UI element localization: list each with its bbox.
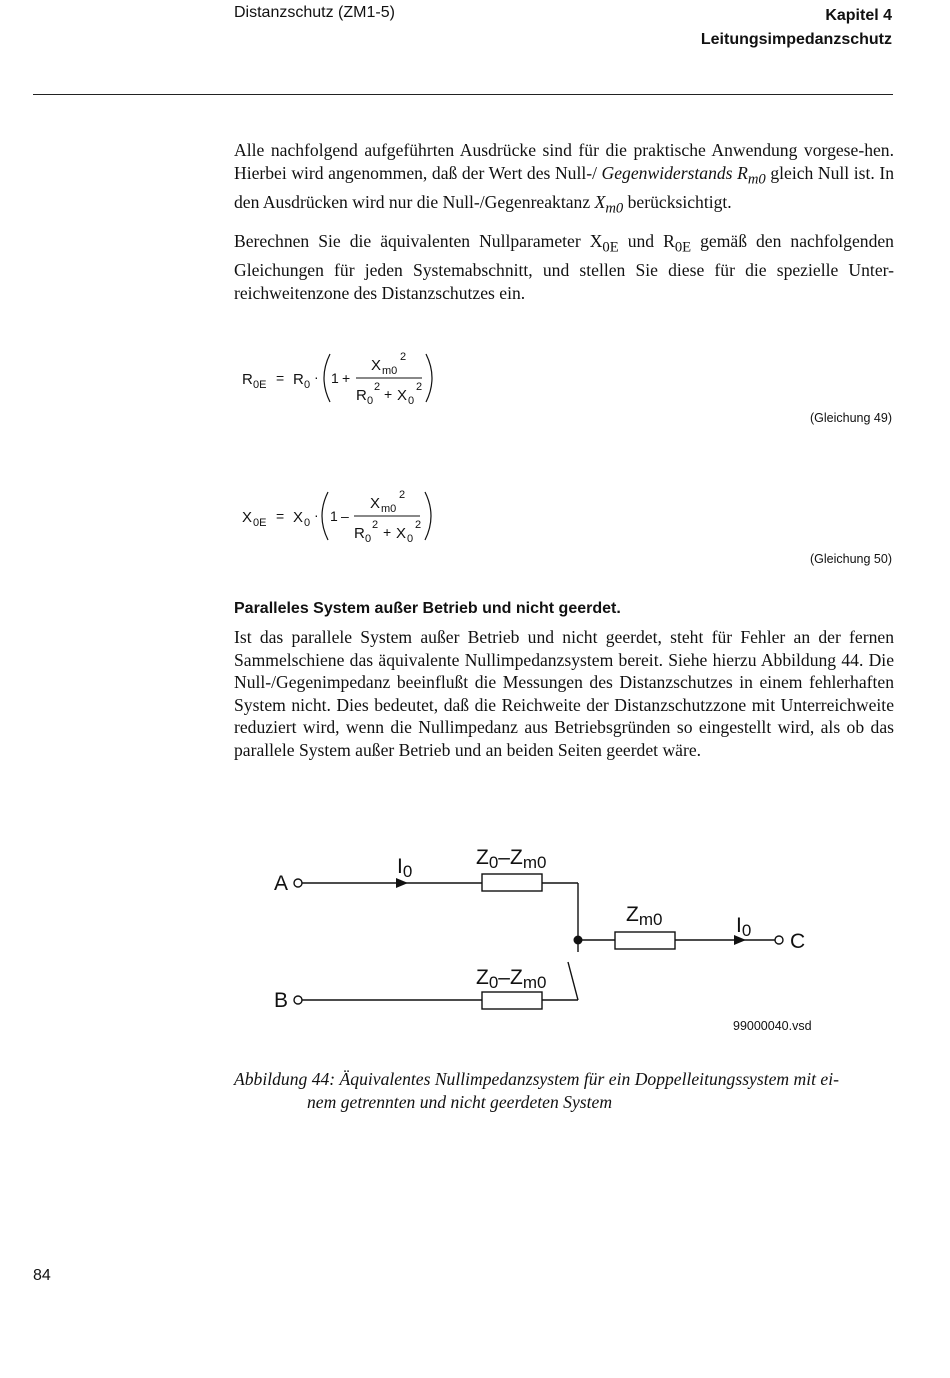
svg-text:·: ·	[314, 507, 319, 523]
para1-text-5: berücksichtigt.	[623, 191, 732, 212]
svg-text:2: 2	[400, 351, 407, 363]
svg-text:+: +	[383, 524, 392, 540]
header-document-title: Distanzschutz (ZM1-5)	[234, 4, 395, 21]
svg-text:2: 2	[415, 519, 422, 531]
para1-xm0: $X_{m0}$	[594, 191, 624, 217]
svg-text:2: 2	[399, 489, 406, 501]
resistor-bottom	[482, 992, 542, 1009]
open-switch	[568, 962, 578, 1000]
node-c-label: C	[790, 930, 806, 953]
page-number: 84	[33, 1267, 51, 1284]
equation-50	[230, 478, 460, 553]
svg-text:0: 0	[304, 517, 311, 529]
svg-text:=: =	[276, 508, 285, 524]
svg-text:R: R	[354, 525, 365, 542]
caption-line-1: Abbildung 44: Äquivalentes Nullimpedanzsystem für ein Doppelleitungssystem mit ei-	[234, 1069, 839, 1089]
current-i0-right: I0	[736, 914, 752, 940]
figure-caption	[234, 1068, 894, 1113]
svg-text:2: 2	[374, 381, 381, 393]
circuit-diagram	[260, 840, 860, 1040]
svg-text:X: X	[371, 357, 382, 374]
svg-text:+: +	[342, 370, 351, 386]
para1-text-3: gleich Null ist. In den Ausdrücken wird nur die Null-/Gegenreaktanz	[234, 162, 894, 212]
paragraph-calc: Berechnen Sie die äquivalenten Nullparameter $X_{0E}$ und $R_{0E}$ gemäß den nachfolgenden Gleichungen für jeden Systemabschnitt, und stellen Sie diese für die spezielle Unter-reichweitenzone des Distanzschutzes ein.	[234, 231, 894, 303]
svg-text:X: X	[293, 509, 304, 526]
current-i0-top: I0	[397, 855, 413, 881]
paragraph-intro	[234, 139, 894, 220]
node-a-label: A	[274, 872, 289, 895]
resistor-top	[482, 874, 542, 891]
equation-49	[230, 340, 460, 415]
impedance-top-label: Z0–Zm0	[476, 846, 547, 872]
equation-50-label: (Gleichung 50)	[810, 552, 892, 566]
resistor-zm0	[615, 932, 675, 949]
svg-text:m0: m0	[382, 365, 398, 377]
svg-text:0E: 0E	[253, 379, 267, 391]
svg-text:2: 2	[372, 519, 379, 531]
svg-text:R: R	[293, 371, 304, 388]
svg-text:1: 1	[330, 508, 338, 524]
svg-text:–: –	[341, 508, 349, 524]
svg-text:X: X	[397, 387, 408, 404]
svg-text:·: ·	[314, 369, 319, 385]
diagram-filename: 99000040.vsd	[733, 1019, 812, 1033]
svg-text:=: =	[276, 370, 285, 386]
para1-text-1: Alle nachfolgend aufgeführten Ausdrücke sind für die praktische Anwendung vorgese-hen. Hierbei wird angenommen, daß der Wert des Null-/	[234, 140, 894, 183]
para1-gegenwiderstand: Gegenwiderstands $R_{m0}$	[601, 162, 766, 188]
node-c-terminal	[775, 936, 783, 944]
svg-text:R: R	[242, 371, 253, 388]
svg-text:X: X	[242, 509, 253, 526]
section-subheading: Paralleles System außer Betrieb und nicht geerdet.	[234, 600, 621, 617]
svg-text:0: 0	[407, 533, 414, 545]
header-divider	[33, 94, 893, 95]
node-a-terminal	[294, 879, 302, 887]
svg-text:0: 0	[365, 533, 372, 545]
svg-text:0: 0	[408, 395, 415, 407]
header-section: Leitungsimpedanzschutz	[700, 31, 892, 48]
impedance-bottom-label: Z0–Zm0	[476, 966, 547, 992]
node-b-terminal	[294, 996, 302, 1004]
svg-text:2: 2	[416, 381, 423, 393]
svg-text:X: X	[370, 495, 381, 512]
impedance-zm0-label: Zm0	[626, 903, 663, 929]
svg-text:1: 1	[331, 370, 339, 386]
svg-text:0: 0	[367, 395, 374, 407]
header-chapter: Kapitel 4	[825, 7, 892, 24]
equation-49-label: (Gleichung 49)	[810, 411, 892, 425]
svg-text:0E: 0E	[253, 517, 267, 529]
svg-text:R: R	[356, 387, 367, 404]
node-b-label: B	[274, 989, 289, 1012]
svg-text:X: X	[396, 525, 407, 542]
svg-text:+: +	[384, 386, 393, 402]
paragraph-parallel-system: Ist das parallele System außer Betrieb und nicht geerdet, steht für Fehler an der fernen Sammelschiene das äquivalente Nullimpedanzsystem bereit. Siehe hierzu Abbildung 44. Die Null-/Gegenimpedanz beeinflußt die Messungen des Distanzschutzes in einem fehlerhaften System nicht. Dies bedeutet, daß die Reichweite der Distanzschutzzone mit Unterreichweite reduziert wird, wenn die Nullimpedanz aus Betriebsgründen so eingestellt wird, als ob das parallele System außer Betrieb und an beiden Seiten geerdet wäre.	[234, 627, 894, 760]
svg-text:m0: m0	[381, 503, 397, 515]
caption-line-2: nem getrennten und nicht geerdeten System	[307, 1091, 613, 1112]
header-chapter-block	[701, 4, 892, 52]
svg-text:0: 0	[304, 379, 311, 391]
